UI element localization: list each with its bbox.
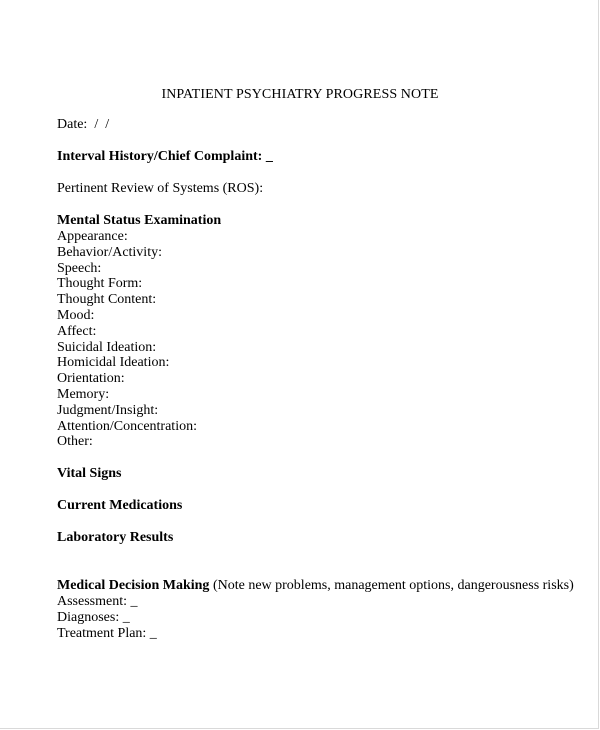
mdm-line (57, 578, 577, 594)
mse-memory: Memory: (57, 386, 110, 402)
laboratory-results-heading: Laboratory Results (57, 530, 174, 546)
mdm-treatment-plan: Treatment Plan: _ (57, 626, 157, 642)
mse-other: Other: (57, 434, 93, 450)
interval-history-heading: Interval History/Chief Complaint: _ (57, 149, 273, 164)
mse-suicidal-ideation: Suicidal Ideation: (57, 339, 157, 355)
mse-appearance: Appearance: (57, 229, 128, 244)
mse-judgment-insight: Judgment/Insight: (57, 402, 159, 418)
mse-attention-concentration: Attention/Concentration: (57, 418, 197, 434)
mdm-diagnoses: Diagnoses: _ (57, 610, 130, 626)
mdm-assessment: Assessment: _ (57, 594, 138, 610)
current-medications-heading: Current Medications (57, 498, 183, 514)
mse-homicidal-ideation: Homicidal Ideation: (57, 355, 170, 371)
mse-mood: Mood: (57, 307, 95, 323)
mse-list (57, 229, 577, 450)
mse-orientation: Orientation: (57, 371, 125, 387)
mse-heading: Mental Status Examination (57, 213, 222, 228)
mdm-heading: Medical Decision Making (57, 578, 210, 594)
document-title: INPATIENT PSYCHIATRY PROGRESS NOTE (161, 87, 439, 102)
date-field: Date: / / (57, 117, 110, 132)
mse-thought-form: Thought Form: (57, 276, 143, 292)
mdm-note: (Note new problems, management options, dangerousness risks) (209, 578, 574, 594)
mse-thought-content: Thought Content: (57, 292, 157, 308)
vital-signs-heading: Vital Signs (57, 466, 122, 482)
mse-affect: Affect: (57, 323, 97, 339)
progress-note (57, 85, 577, 642)
mse-speech: Speech: (57, 260, 102, 276)
mse-behavior-activity: Behavior/Activity: (57, 244, 162, 260)
ros-heading: Pertinent Review of Systems (ROS): (57, 181, 264, 196)
